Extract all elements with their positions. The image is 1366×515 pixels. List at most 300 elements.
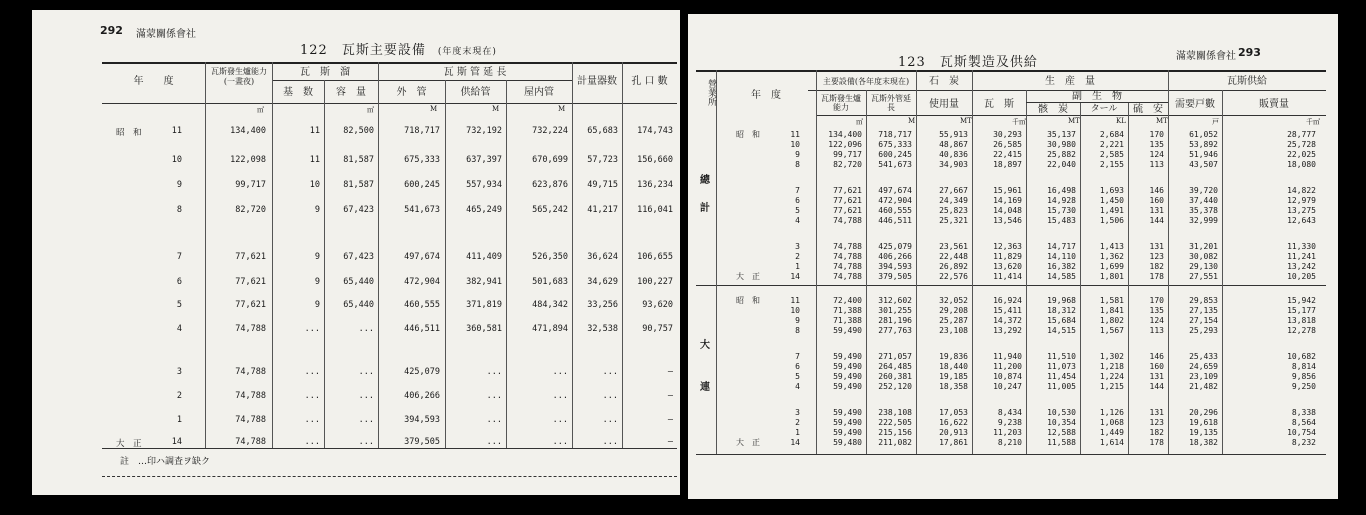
cell-pipe: 211,082 — [878, 438, 912, 447]
cell-cap: 74,788 — [833, 242, 862, 251]
cell-hh: 31,201 — [1189, 242, 1218, 251]
cell-year: 14 — [171, 437, 182, 447]
cell-gas: 16,924 — [993, 296, 1022, 305]
cell-year: 1 — [795, 262, 800, 271]
right-header-office: 營業所 — [706, 78, 716, 106]
cell-hh: 27,154 — [1189, 316, 1218, 325]
cell-cap: 72,400 — [833, 296, 862, 305]
cell-cap: 71,388 — [833, 316, 862, 325]
cell-supply: ... — [486, 367, 502, 377]
cell-hh: 53,892 — [1189, 140, 1218, 149]
cell-hh: 18,382 — [1189, 438, 1218, 447]
left-unit-volume: ㎥ — [367, 106, 374, 114]
cell-coal: 55,913 — [939, 130, 968, 139]
cell-pipe: 379,505 — [878, 272, 912, 281]
cell-indoor: 623,876 — [532, 180, 568, 190]
cell-tar: 1,491 — [1099, 206, 1124, 215]
cell-hh: 21,482 — [1189, 382, 1218, 391]
cell-coal: 20,913 — [939, 428, 968, 437]
right-unit-tar: KL — [1116, 117, 1126, 125]
left-page — [32, 10, 680, 495]
cell-meters: 36,624 — [587, 252, 618, 262]
cell-coal: 24,349 — [939, 196, 968, 205]
cell-outer: 460,555 — [404, 300, 440, 310]
cell-coal: 25,287 — [939, 316, 968, 325]
cell-gas: 14,169 — [993, 196, 1022, 205]
right-header-production: 生 産 量 — [1045, 76, 1095, 87]
cell-era: 大 正 — [736, 438, 760, 447]
cell-coke: 22,040 — [1047, 160, 1076, 169]
cell-amm: 144 — [1149, 382, 1164, 391]
cell-sales: 10,754 — [1287, 428, 1316, 437]
cell-gas: 12,363 — [993, 242, 1022, 251]
cell-outer: 472,904 — [404, 277, 440, 287]
cell-year: 8 — [795, 326, 800, 335]
cell-count: ... — [304, 324, 320, 334]
cell-amm: 160 — [1149, 196, 1164, 205]
table-row — [688, 160, 1338, 169]
cell-supply: 732,192 — [466, 126, 502, 136]
cell-era: 昭 和 — [736, 296, 760, 305]
cell-coke: 11,005 — [1047, 382, 1076, 391]
cell-hh: 25,293 — [1189, 326, 1218, 335]
cell-capacity: 77,621 — [235, 252, 266, 262]
cell-sales: 12,979 — [1287, 196, 1316, 205]
cell-hh: 39,720 — [1189, 186, 1218, 195]
cell-pipe: 675,333 — [878, 140, 912, 149]
cell-pipe: 460,555 — [878, 206, 912, 215]
left-header-supply-pipe: 供給管 — [460, 87, 491, 98]
table-row — [688, 130, 1338, 139]
table-row — [32, 415, 680, 429]
cell-amm: 113 — [1149, 326, 1164, 335]
cell-amm: 178 — [1149, 438, 1164, 447]
cell-cap: 74,788 — [833, 272, 862, 281]
cell-amm: 135 — [1149, 140, 1164, 149]
cell-indoor: 501,683 — [532, 277, 568, 287]
table-row — [688, 242, 1338, 251]
cell-outer: 718,717 — [404, 126, 440, 136]
cell-gas: 11,203 — [993, 428, 1022, 437]
cell-cap: 77,621 — [833, 186, 862, 195]
cell-gas: 8,434 — [997, 408, 1022, 417]
cell-pipe: 406,266 — [878, 252, 912, 261]
table-row — [32, 252, 680, 266]
cell-gas: 11,200 — [993, 362, 1022, 371]
cell-gas: 11,940 — [993, 352, 1022, 361]
cell-hh: 43,507 — [1189, 160, 1218, 169]
left-header-meters: 計量器数 — [577, 76, 617, 87]
cell-gas: 30,293 — [993, 130, 1022, 139]
cell-indoor: ... — [552, 367, 568, 377]
cell-tar: 1,841 — [1099, 306, 1124, 315]
cell-indoor: 565,242 — [532, 205, 568, 215]
cell-outlets: — — [667, 437, 673, 447]
cell-coke: 11,454 — [1047, 372, 1076, 381]
cell-pipe: 281,196 — [878, 316, 912, 325]
table-row — [688, 408, 1338, 417]
cell-tar: 1,801 — [1099, 272, 1124, 281]
table-row — [688, 206, 1338, 215]
cell-year: 10 — [790, 306, 800, 315]
cell-year: 10 — [171, 155, 182, 165]
cell-hh: 51,946 — [1189, 150, 1218, 159]
cell-cap: 74,788 — [833, 216, 862, 225]
cell-supply: 637,397 — [466, 155, 502, 165]
cell-supply: 371,819 — [466, 300, 502, 310]
cell-meters: ... — [602, 415, 618, 425]
cell-gas: 8,210 — [997, 438, 1022, 447]
cell-pipe: 238,108 — [878, 408, 912, 417]
cell-year: 7 — [176, 252, 182, 262]
right-header-supply: 瓦斯供給 — [1227, 76, 1267, 87]
cell-tar: 1,450 — [1099, 196, 1124, 205]
cell-sales: 8,232 — [1291, 438, 1316, 447]
cell-coke: 12,588 — [1047, 428, 1076, 437]
cell-hh: 24,659 — [1189, 362, 1218, 371]
table-row — [688, 216, 1338, 225]
cell-amm: 182 — [1149, 428, 1164, 437]
right-header-capacity: 瓦斯發生爐能力 — [821, 94, 861, 112]
cell-year: 6 — [795, 362, 800, 371]
cell-volume: ... — [358, 391, 374, 401]
cell-amm: 170 — [1149, 130, 1164, 139]
cell-pipe: 541,673 — [878, 160, 912, 169]
cell-year: 10 — [790, 140, 800, 149]
right-unit-ammonium: MT — [1156, 117, 1168, 125]
cell-supply: 557,934 — [466, 180, 502, 190]
left-table-subtitle: (年度末現在) — [437, 47, 497, 57]
cell-hh: 61,052 — [1189, 130, 1218, 139]
cell-coal: 17,053 — [939, 408, 968, 417]
cell-coke: 18,312 — [1047, 306, 1076, 315]
table-row — [688, 252, 1338, 261]
cell-coal: 23,561 — [939, 242, 968, 251]
right-header-byproducts: 副 生 物 — [1072, 91, 1122, 102]
cell-sales: 25,728 — [1287, 140, 1316, 149]
cell-hh: 25,433 — [1189, 352, 1218, 361]
cell-pipe: 394,593 — [878, 262, 912, 271]
cell-meters: 49,715 — [587, 180, 618, 190]
cell-pipe: 312,602 — [878, 296, 912, 305]
cell-coke: 14,928 — [1047, 196, 1076, 205]
cell-volume: ... — [358, 415, 374, 425]
cell-cap: 59,490 — [833, 418, 862, 427]
right-table-body — [688, 14, 1338, 499]
cell-year: 14 — [790, 272, 800, 281]
cell-tar: 1,215 — [1099, 382, 1124, 391]
cell-tar: 1,449 — [1099, 428, 1124, 437]
cell-hh: 32,999 — [1189, 216, 1218, 225]
cell-capacity: 74,788 — [235, 391, 266, 401]
cell-volume: ... — [358, 437, 374, 447]
cell-meters: 33,256 — [587, 300, 618, 310]
cell-capacity: 74,788 — [235, 324, 266, 334]
table-row — [688, 262, 1338, 271]
cell-year: 8 — [176, 205, 182, 215]
cell-cap: 99,717 — [833, 150, 862, 159]
cell-capacity: 134,400 — [230, 126, 266, 136]
left-header-outlets: 孔 口 數 — [631, 76, 668, 87]
table-row — [688, 150, 1338, 159]
right-header-gas: 瓦 斯 — [984, 99, 1014, 110]
cell-outlets: 136,234 — [637, 180, 673, 190]
right-header-pipe: 瓦斯外管延長 — [871, 94, 911, 112]
cell-meters: 32,538 — [587, 324, 618, 334]
cell-amm: 144 — [1149, 216, 1164, 225]
cell-tar: 1,693 — [1099, 186, 1124, 195]
cell-sales: 15,177 — [1287, 306, 1316, 315]
cell-amm: 131 — [1149, 408, 1164, 417]
left-unit-indoor: M — [558, 105, 566, 113]
cell-outer: 425,079 — [404, 367, 440, 377]
right-header-tar: タール — [1090, 104, 1118, 114]
cell-tar: 1,802 — [1099, 316, 1124, 325]
cell-pipe: 446,511 — [878, 216, 912, 225]
cell-outer: 675,333 — [404, 155, 440, 165]
cell-cap: 134,400 — [828, 130, 862, 139]
left-header-tank-count: 基 数 — [283, 87, 313, 98]
cell-year: 11 — [171, 126, 182, 136]
cell-year: 14 — [790, 438, 800, 447]
cell-gas: 11,829 — [993, 252, 1022, 261]
cell-count: ... — [304, 415, 320, 425]
cell-indoor: 732,224 — [532, 126, 568, 136]
cell-coke: 11,588 — [1047, 438, 1076, 447]
cell-year: 2 — [176, 391, 182, 401]
cell-coal: 25,823 — [939, 206, 968, 215]
table-row — [688, 316, 1338, 325]
cell-volume: 67,423 — [343, 205, 374, 215]
cell-count: 11 — [309, 126, 320, 136]
cell-gas: 9,238 — [997, 418, 1022, 427]
cell-coal: 16,622 — [939, 418, 968, 427]
cell-supply: ... — [486, 437, 502, 447]
cell-hh: 23,109 — [1189, 372, 1218, 381]
cell-capacity: 82,720 — [235, 205, 266, 215]
cell-coke: 11,073 — [1047, 362, 1076, 371]
cell-volume: 81,587 — [343, 180, 374, 190]
cell-sales: 28,777 — [1287, 130, 1316, 139]
cell-outer: 600,245 — [404, 180, 440, 190]
cell-outer: 379,505 — [404, 437, 440, 447]
cell-gas: 11,414 — [993, 272, 1022, 281]
cell-sales: 8,814 — [1291, 362, 1316, 371]
cell-capacity: 122,098 — [230, 155, 266, 165]
cell-meters: 65,683 — [587, 126, 618, 136]
cell-hh: 29,130 — [1189, 262, 1218, 271]
cell-volume: 65,440 — [343, 300, 374, 310]
cell-amm: 123 — [1149, 418, 1164, 427]
cell-year: 2 — [795, 418, 800, 427]
cell-volume: 67,423 — [343, 252, 374, 262]
cell-year: 3 — [795, 408, 800, 417]
cell-coal: 40,836 — [939, 150, 968, 159]
cell-amm: 178 — [1149, 272, 1164, 281]
right-header-coke: 骸 炭 — [1038, 104, 1068, 115]
cell-year: 11 — [790, 130, 800, 139]
cell-year: 5 — [795, 372, 800, 381]
cell-sales: 10,682 — [1287, 352, 1316, 361]
cell-coal: 19,836 — [939, 352, 968, 361]
left-header-indoor-pipe: 屋内管 — [524, 87, 554, 98]
cell-tar: 2,155 — [1099, 160, 1124, 169]
cell-year: 4 — [795, 382, 800, 391]
cell-indoor: 670,699 — [532, 155, 568, 165]
cell-coke: 14,110 — [1047, 252, 1076, 261]
cell-coal: 48,867 — [939, 140, 968, 149]
table-row — [688, 438, 1338, 447]
cell-amm: 146 — [1149, 186, 1164, 195]
cell-year: 5 — [795, 206, 800, 215]
cell-indoor: 526,350 — [532, 252, 568, 262]
cell-era: 昭 和 — [116, 128, 142, 138]
cell-hh: 35,378 — [1189, 206, 1218, 215]
cell-coal: 18,440 — [939, 362, 968, 371]
cell-sales: 8,338 — [1291, 408, 1316, 417]
cell-cap: 59,490 — [833, 326, 862, 335]
cell-gas: 13,620 — [993, 262, 1022, 271]
cell-coke: 15,730 — [1047, 206, 1076, 215]
cell-tar: 1,362 — [1099, 252, 1124, 261]
table-row — [32, 277, 680, 291]
right-section-label-total: 總 計 — [700, 175, 710, 214]
left-footnote: 註 …印ハ調査ヲ缺ク — [120, 457, 211, 467]
cell-cap: 59,490 — [833, 352, 862, 361]
cell-hh: 29,853 — [1189, 296, 1218, 305]
table-row — [32, 155, 680, 169]
cell-coke: 15,684 — [1047, 316, 1076, 325]
cell-year: 6 — [176, 277, 182, 287]
cell-gas: 10,874 — [993, 372, 1022, 381]
cell-outlets: — — [667, 415, 673, 425]
cell-hh: 19,618 — [1189, 418, 1218, 427]
cell-outer: 446,511 — [404, 324, 440, 334]
cell-sales: 8,564 — [1291, 418, 1316, 427]
right-header-note: 滿蒙關係會社 — [1176, 51, 1236, 62]
right-unit-households: 戸 — [1212, 118, 1219, 126]
cell-outlets: — — [667, 367, 673, 377]
cell-tar: 1,302 — [1099, 352, 1124, 361]
right-unit-coke: MT — [1068, 117, 1080, 125]
cell-volume: 82,500 — [343, 126, 374, 136]
cell-amm: 123 — [1149, 252, 1164, 261]
right-header-sales: 販賣量 — [1259, 99, 1289, 110]
cell-indoor: ... — [552, 391, 568, 401]
table-row — [32, 205, 680, 219]
cell-count: 9 — [314, 205, 320, 215]
cell-tar: 1,413 — [1099, 242, 1124, 251]
cell-cap: 74,788 — [833, 252, 862, 261]
right-page — [688, 14, 1338, 499]
cell-hh: 37,440 — [1189, 196, 1218, 205]
cell-amm: 170 — [1149, 296, 1164, 305]
cell-outlets: 106,655 — [637, 252, 673, 262]
right-table-number: 123 — [898, 55, 926, 70]
cell-hh: 20,296 — [1189, 408, 1218, 417]
cell-sales: 13,275 — [1287, 206, 1316, 215]
cell-coal: 27,667 — [939, 186, 968, 195]
cell-count: ... — [304, 367, 320, 377]
right-header-ammonium: 硫 安 — [1133, 104, 1163, 115]
cell-meters: 41,217 — [587, 205, 618, 215]
table-row — [32, 391, 680, 405]
cell-cap: 59,490 — [833, 362, 862, 371]
cell-amm: 113 — [1149, 160, 1164, 169]
cell-sales: 15,942 — [1287, 296, 1316, 305]
cell-pipe: 425,079 — [878, 242, 912, 251]
cell-sales: 13,818 — [1287, 316, 1316, 325]
cell-hh: 27,135 — [1189, 306, 1218, 315]
left-unit-supply: M — [492, 105, 500, 113]
cell-pipe: 264,485 — [878, 362, 912, 371]
cell-supply: 411,409 — [466, 252, 502, 262]
cell-pipe: 222,505 — [878, 418, 912, 427]
cell-era: 大 正 — [736, 272, 760, 281]
cell-coal: 34,903 — [939, 160, 968, 169]
cell-year: 7 — [795, 186, 800, 195]
cell-coke: 35,137 — [1047, 130, 1076, 139]
cell-cap: 71,388 — [833, 306, 862, 315]
table-row — [32, 180, 680, 194]
cell-count: ... — [304, 391, 320, 401]
cell-year: 11 — [790, 296, 800, 305]
cell-outer: 406,266 — [404, 391, 440, 401]
cell-coke: 30,980 — [1047, 140, 1076, 149]
cell-supply: ... — [486, 415, 502, 425]
table-row — [688, 362, 1338, 371]
cell-year: 4 — [795, 216, 800, 225]
cell-era: 大 正 — [116, 439, 142, 449]
cell-pipe: 472,904 — [878, 196, 912, 205]
cell-capacity: 74,788 — [235, 437, 266, 447]
left-table-name: 瓦斯主要設備 — [341, 43, 426, 58]
table-row — [688, 352, 1338, 361]
cell-pipe: 260,381 — [878, 372, 912, 381]
cell-capacity: 77,621 — [235, 277, 266, 287]
cell-gas: 26,585 — [993, 140, 1022, 149]
cell-coke: 14,717 — [1047, 242, 1076, 251]
left-header-pipe-group: 瓦 斯 管 延 長 — [443, 67, 507, 78]
cell-pipe: 718,717 — [878, 130, 912, 139]
table-row — [688, 196, 1338, 205]
cell-indoor: 484,342 — [532, 300, 568, 310]
cell-count: 11 — [309, 155, 320, 165]
cell-amm: 160 — [1149, 362, 1164, 371]
cell-amm: 146 — [1149, 352, 1164, 361]
cell-outlets: 100,227 — [637, 277, 673, 287]
cell-pipe: 497,674 — [878, 186, 912, 195]
cell-gas: 15,961 — [993, 186, 1022, 195]
cell-gas: 13,292 — [993, 326, 1022, 335]
left-unit-outer: M — [430, 105, 438, 113]
cell-capacity: 99,717 — [235, 180, 266, 190]
left-page-number: 292 — [100, 24, 123, 37]
cell-cap: 59,490 — [833, 382, 862, 391]
left-foot-rule — [102, 476, 677, 477]
cell-cap: 59,490 — [833, 372, 862, 381]
cell-pipe: 301,255 — [878, 306, 912, 315]
cell-indoor: ... — [552, 437, 568, 447]
cell-coke: 11,510 — [1047, 352, 1076, 361]
cell-gas: 14,048 — [993, 206, 1022, 215]
right-header-year: 年 度 — [751, 90, 781, 101]
cell-sales: 14,822 — [1287, 186, 1316, 195]
cell-year: 9 — [795, 316, 800, 325]
table-row — [688, 272, 1338, 281]
right-unit-pipe: M — [908, 117, 916, 125]
cell-year: 1 — [176, 415, 182, 425]
